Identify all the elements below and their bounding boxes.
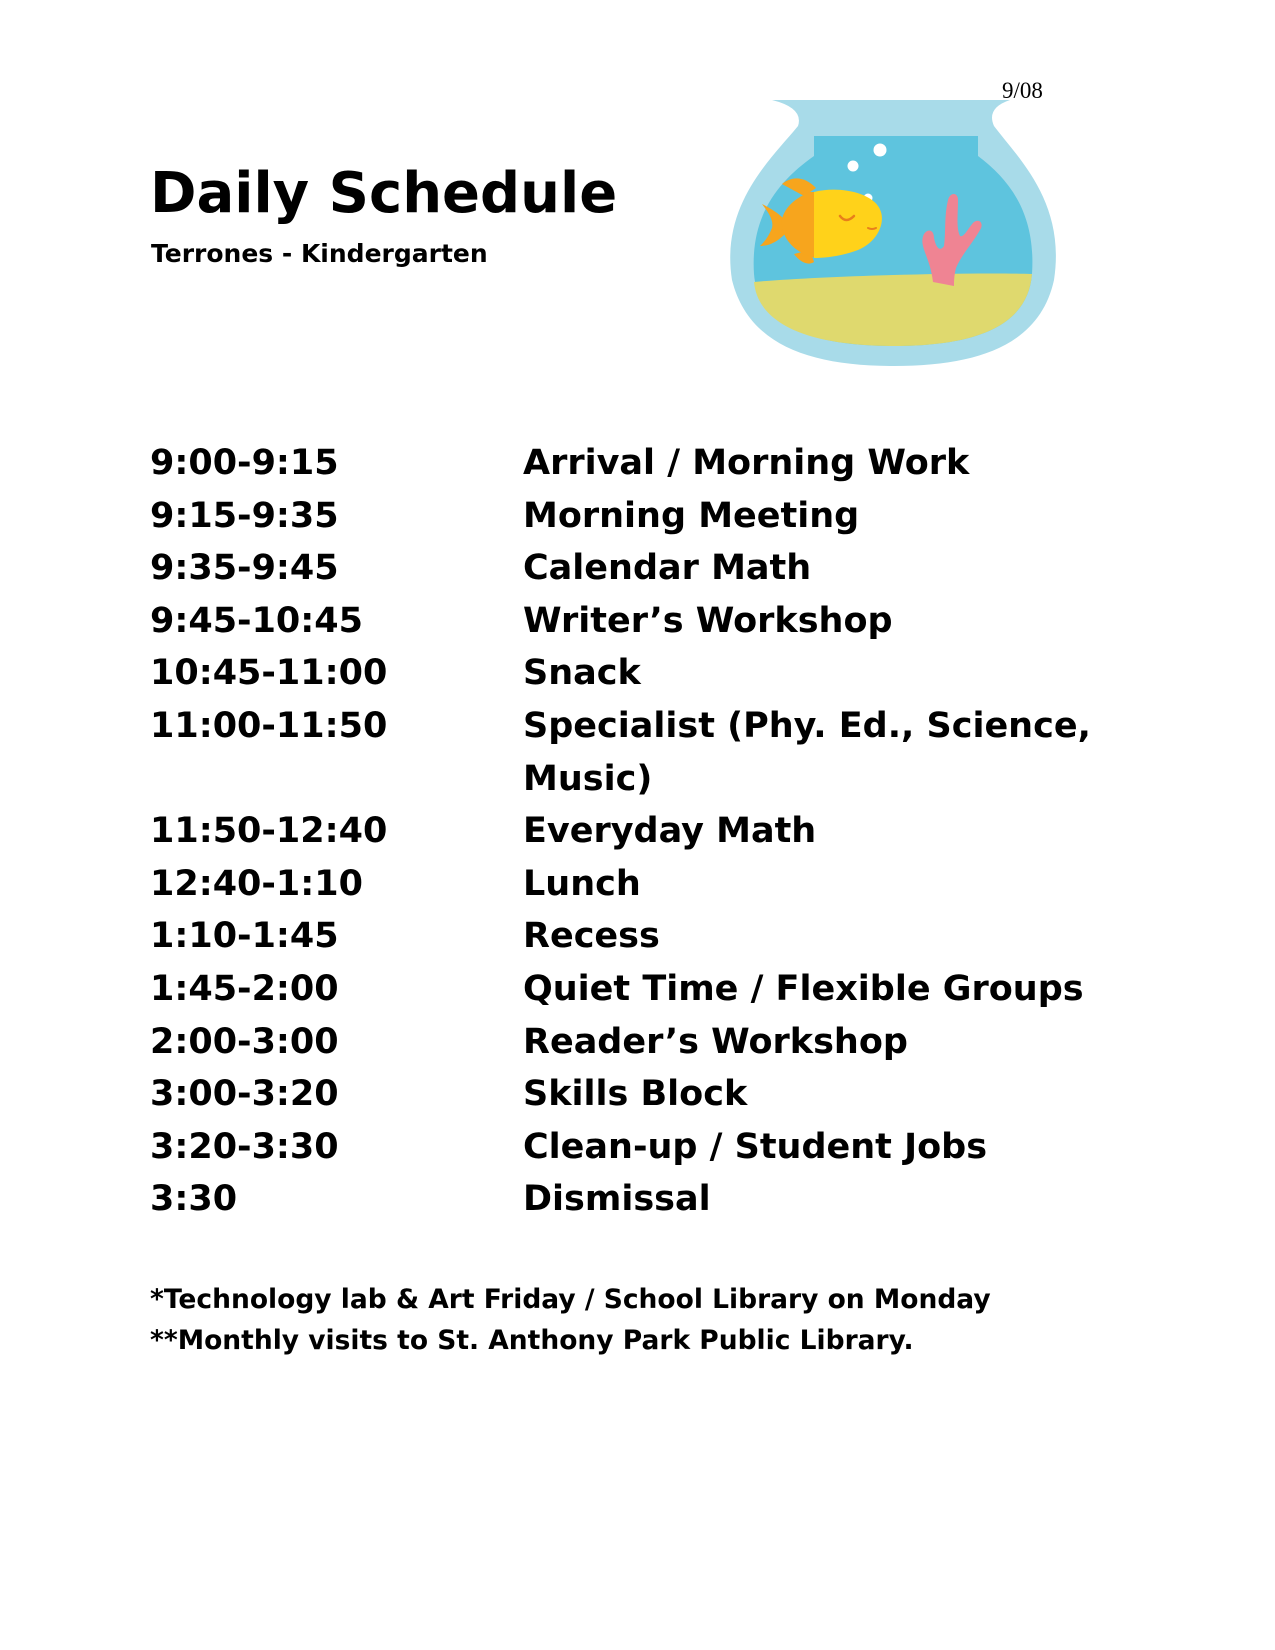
schedule-activity: Recess bbox=[523, 916, 660, 957]
schedule-row bbox=[150, 595, 1140, 648]
schedule-row bbox=[150, 1068, 1140, 1121]
footnotes bbox=[150, 1279, 1150, 1361]
schedule-activity: Clean-up / Student Jobs bbox=[523, 1126, 988, 1167]
schedule-activity: Snack bbox=[523, 653, 641, 694]
schedule-time: 10:45-11:00 bbox=[150, 653, 388, 694]
schedule-time: 12:40-1:10 bbox=[150, 863, 363, 904]
fish-mouth bbox=[868, 228, 876, 229]
schedule-time: 3:30 bbox=[150, 1179, 238, 1220]
schedule-time: 9:00-9:15 bbox=[150, 443, 339, 483]
schedule-row bbox=[150, 647, 1140, 700]
schedule-time: 11:50-12:40 bbox=[150, 811, 388, 852]
schedule-activity: Calendar Math bbox=[523, 548, 812, 589]
schedule-activity: Writer’s Workshop bbox=[523, 600, 893, 641]
schedule-row bbox=[150, 910, 1140, 963]
document-date: 9/08 bbox=[1002, 78, 1043, 103]
bubble bbox=[874, 144, 887, 157]
footnote: *Technology lab & Art Friday / School Library on Monday bbox=[150, 1284, 991, 1315]
fishbowl-icon bbox=[718, 96, 1072, 370]
schedule-activity: Lunch bbox=[523, 863, 641, 904]
bubble bbox=[848, 161, 859, 172]
schedule-table bbox=[150, 437, 1140, 1226]
schedule-row bbox=[150, 437, 1140, 490]
schedule-activity: Reader’s Workshop bbox=[523, 1021, 908, 1062]
schedule-row bbox=[150, 963, 1140, 1016]
schedule-row bbox=[150, 1173, 1140, 1226]
schedule-activity: Specialist (Phy. Ed., Science, Music) bbox=[523, 705, 1091, 799]
schedule-row bbox=[150, 700, 1140, 805]
schedule-time: 3:00-3:20 bbox=[150, 1074, 339, 1115]
page-title: Daily Schedule bbox=[150, 161, 618, 226]
schedule-time: 3:20-3:30 bbox=[150, 1126, 339, 1167]
schedule-row bbox=[150, 490, 1140, 543]
schedule-time: 11:00-11:50 bbox=[150, 705, 388, 746]
schedule-activity: Dismissal bbox=[523, 1179, 711, 1220]
schedule-activity: Morning Meeting bbox=[523, 495, 860, 536]
schedule-time: 9:15-9:35 bbox=[150, 495, 339, 536]
page-subtitle: Terrones - Kindergarten bbox=[151, 239, 488, 268]
schedule-row bbox=[150, 858, 1140, 911]
schedule-time: 9:35-9:45 bbox=[150, 548, 339, 589]
footnote: **Monthly visits to St. Anthony Park Public Library. bbox=[150, 1325, 914, 1356]
schedule-activity: Arrival / Morning Work bbox=[523, 443, 970, 483]
schedule-row bbox=[150, 542, 1140, 595]
schedule-activity: Skills Block bbox=[523, 1074, 748, 1115]
schedule-row bbox=[150, 1121, 1140, 1174]
schedule-activity: Everyday Math bbox=[523, 811, 817, 852]
schedule-row bbox=[150, 805, 1140, 858]
schedule-time: 2:00-3:00 bbox=[150, 1021, 339, 1062]
schedule-time: 9:45-10:45 bbox=[150, 600, 363, 641]
schedule-activity: Quiet Time / Flexible Groups bbox=[523, 968, 1084, 1009]
schedule-time: 1:45-2:00 bbox=[150, 968, 339, 1009]
schedule-row bbox=[150, 1016, 1140, 1069]
schedule-time: 1:10-1:45 bbox=[150, 916, 339, 957]
